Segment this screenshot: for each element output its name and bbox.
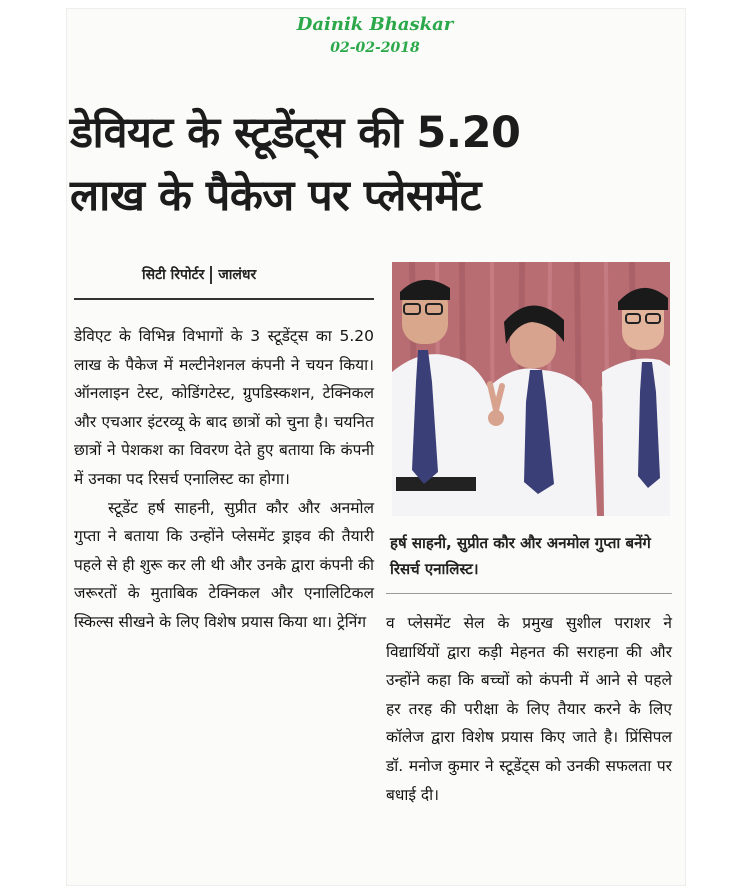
publication-date: 02-02-2018 [330, 40, 420, 56]
byline-city: जालंधर [218, 267, 257, 283]
article-paragraph-2: स्टूडेंट हर्ष साहनी, सुप्रीत कौर और अनमोल गुप्ता ने बताया कि उन्होंने प्लेसमेंट ड्राइव की तैयारी पहले से ही शुरू कर ली थी और उनके द्वारा कंपनी की जरूरतों के मुताबिक टेक्निकल और एनालिटिकल स्किल्स सीखने के लिए विशेष प्रयास किया था। ट्रेनिंग [74, 498, 374, 631]
headline-line-1: डेवियट के स्टूडेंट्स की 5.20 [70, 108, 521, 158]
students-photo [392, 262, 670, 516]
byline [142, 265, 256, 284]
headline [70, 102, 670, 228]
students-photo-illustration [392, 262, 670, 516]
headline-line-2: लाख के पैकेज पर प्लेसमेंट [70, 171, 481, 221]
article-paragraph-1: डेविएट के विभिन्न विभागों के 3 स्टूडेंट्स का 5.20 लाख के पैकेज में मल्टीनेशनल कंपनी ने चयन किया। ऑनलाइन टेस्ट, कोडिंगटेस्ट, ग्रुपडिस्कशन, टेक्निकल और एचआर इंटरव्यू के बाद छात्रों को चुना है। चयनित छात्रों ने पेशकश का विवरण देते हुए बताया कि कंपनी में उनका पद रिसर्च एनालिस्ट का होगा। [74, 327, 374, 488]
article-column-left [74, 322, 374, 637]
newspaper-name: Dainik Bhaskar [296, 14, 454, 35]
byline-separator [210, 266, 212, 284]
article-paragraph-3: व प्लेसमेंट सेल के प्रमुख सुशील पराशर ने विद्यार्थियों द्वारा कड़ी मेहनत की सराहना की और उन्होंने कहा कि बच्चों को कंपनी में आने से पहले हर तरह की परीक्षा के लिए तैयार करने के लिए कॉलेज द्वारा विशेष प्रयास किए जाते है। प्रिंसिपल डॉ. मनोज कुमार ने स्टूडेंट्स को उनकी सफलता पर बधाई दी। [386, 614, 672, 804]
masthead [0, 14, 750, 58]
byline-reporter: सिटी रिपोर्टर [142, 267, 205, 283]
caption-rule [386, 593, 672, 594]
article-column-right [386, 609, 672, 809]
photo-caption: हर्ष साहनी, सुप्रीत कौर और अनमोल गुप्ता बनेंगे रिसर्च एनालिस्ट। [390, 534, 651, 578]
byline-rule [74, 298, 374, 300]
